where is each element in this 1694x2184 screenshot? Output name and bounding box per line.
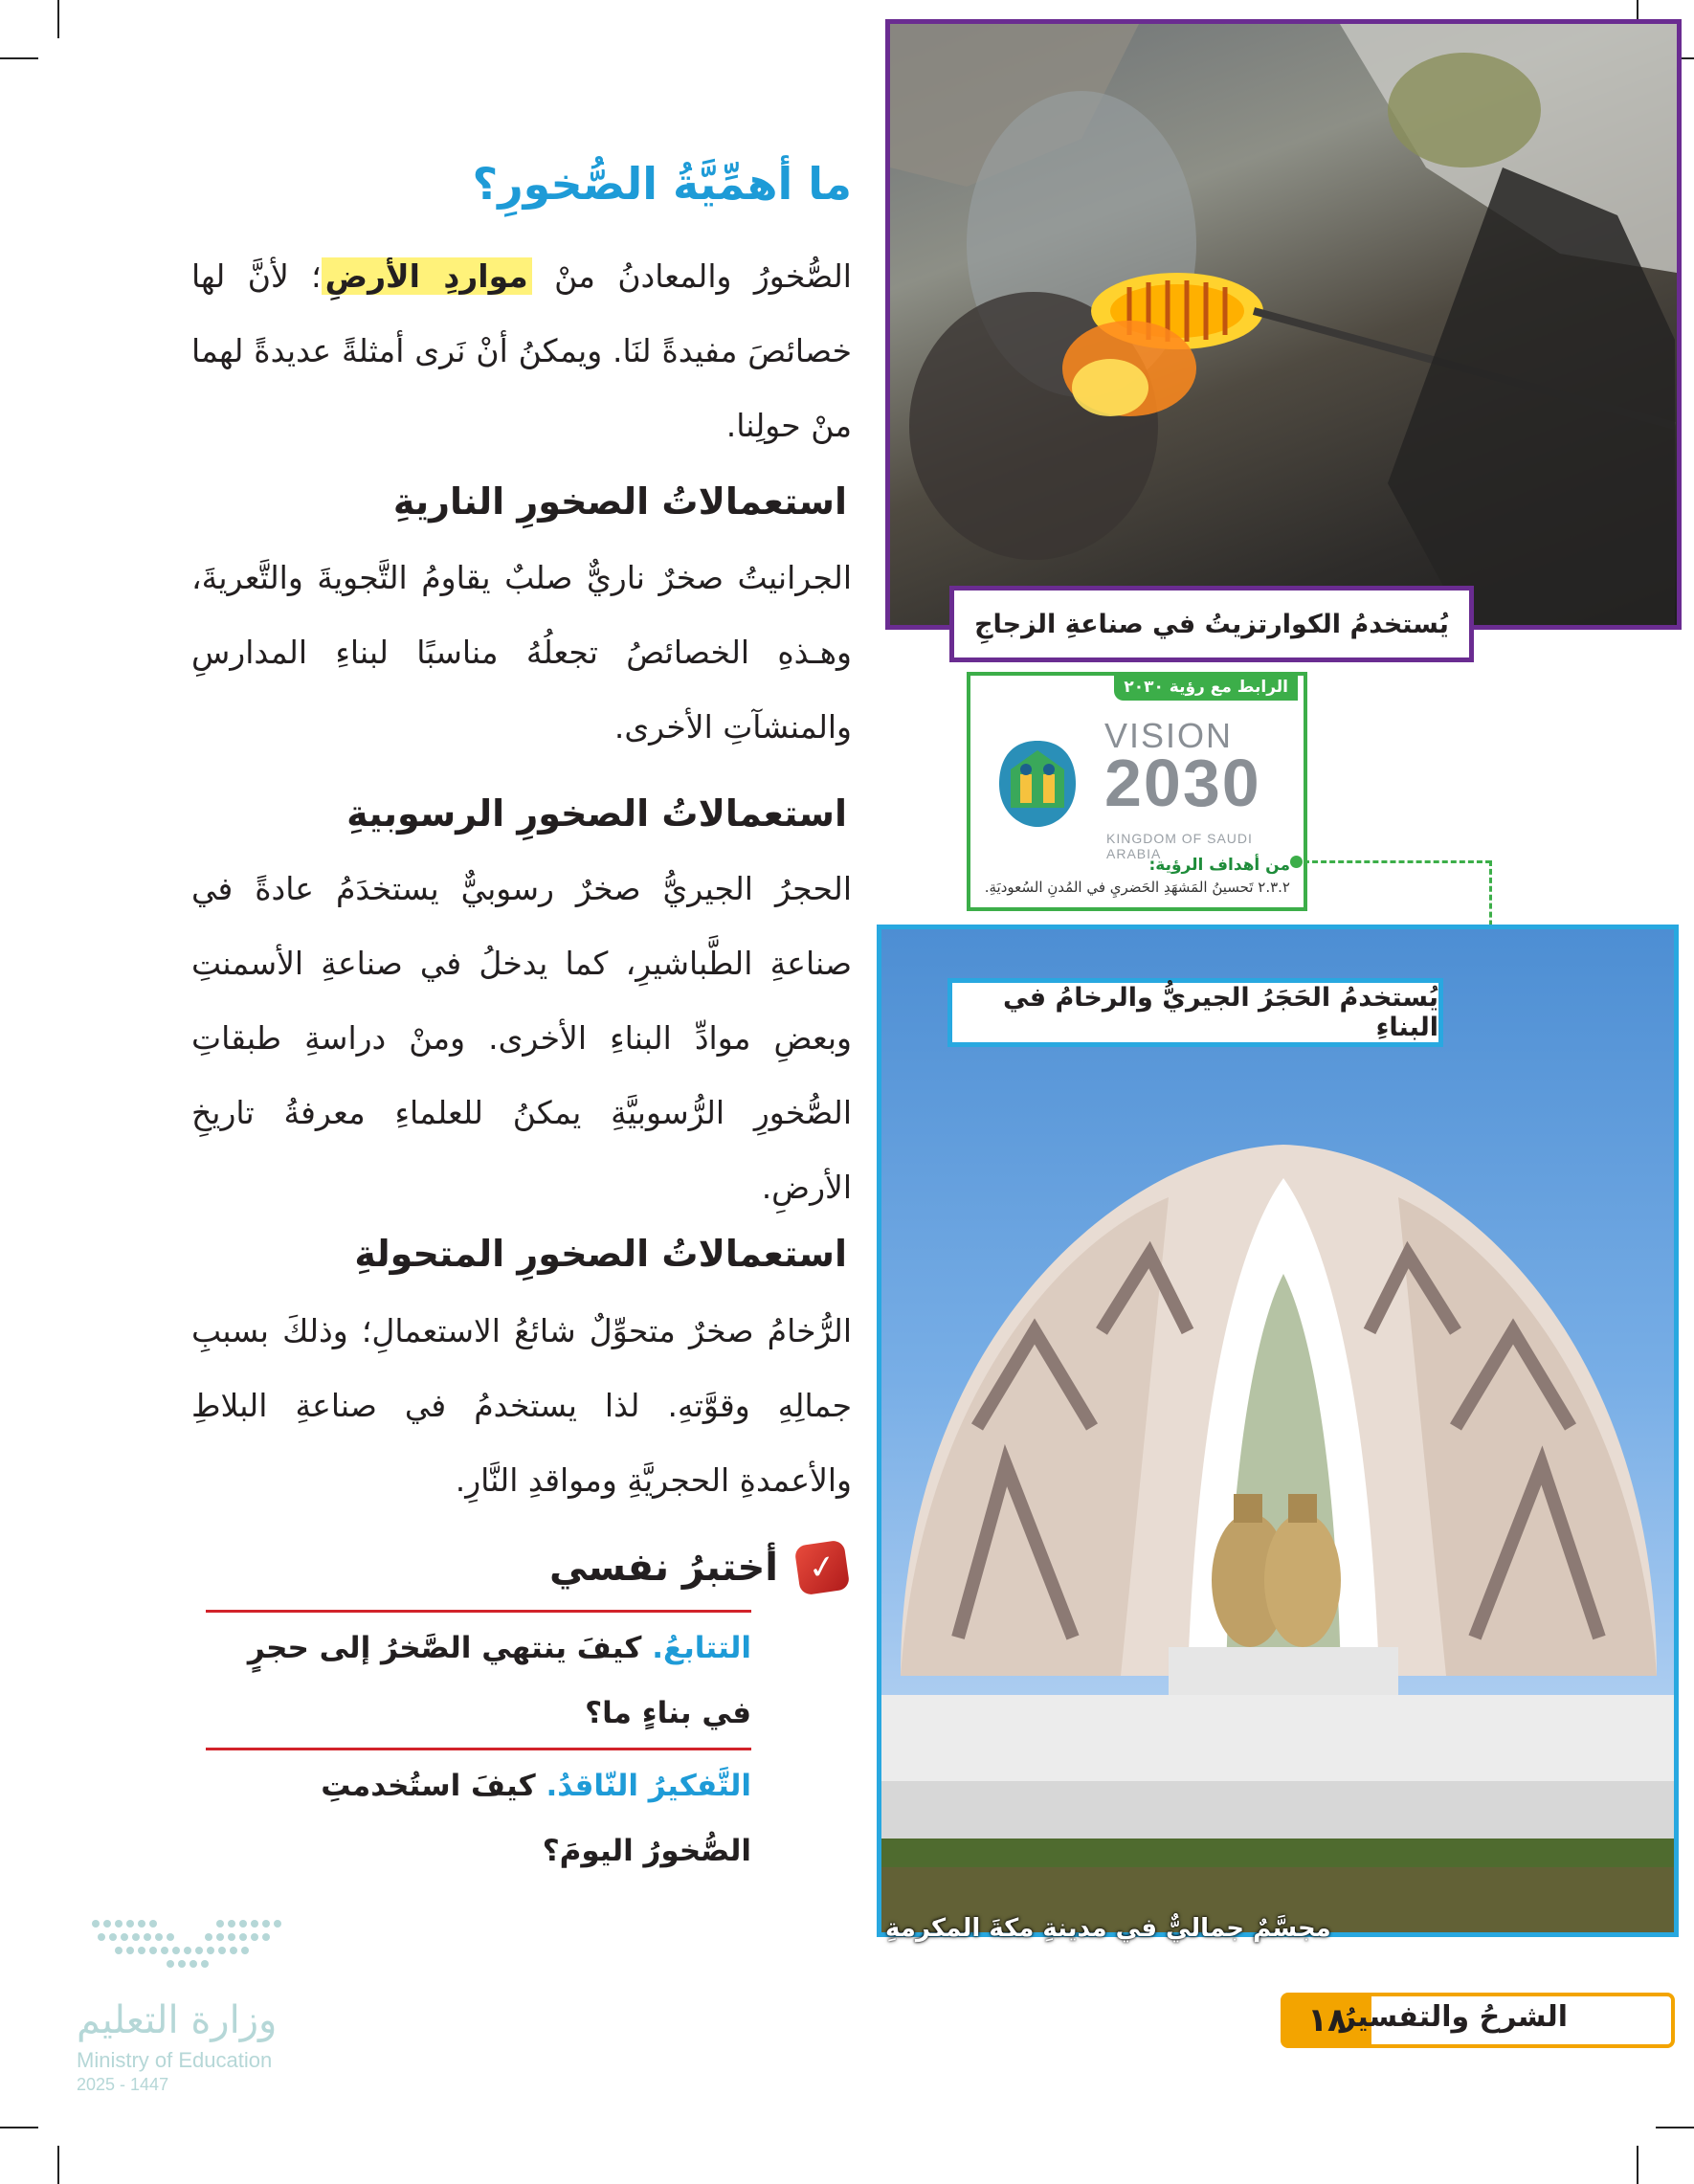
check-mark-icon: ✓ [794, 1540, 851, 1596]
ministry-name-ar: وزارة التعليم [77, 1998, 278, 2042]
section-title-metamorphic: استعمالاتُ الصخورِ المتحولةِ [354, 1233, 847, 1275]
question-2-text: كيفَ استُخدمتِ الصُّخورُ اليومَ؟ [321, 1769, 751, 1868]
crop-mark [0, 2127, 38, 2128]
glassblowing-photo [885, 19, 1682, 630]
footer-section-title: الشرحُ والتفسيرُ [1339, 2000, 1568, 2034]
page-heading: ما أهمِّيَّةُ الصُّخورِ؟ [472, 158, 852, 210]
glassblowing-illustration [890, 24, 1677, 625]
question-1-text: كيفَ ينتهي الصَّخرُ إلى حجرٍ في بناءٍ ما؟ [247, 1631, 751, 1730]
vision-goals-label: من أهداف الرؤية: [1148, 856, 1290, 875]
crop-mark [57, 0, 59, 38]
monument-caption: مجسَّمٌ جماليٌّ في مدينةِ مكةَ المكرمةِ [885, 1914, 1331, 1943]
connector-dot [1290, 856, 1303, 868]
self-check-title: أختبرُ نفسي [549, 1546, 778, 1590]
vision-2030-box [967, 672, 1307, 911]
vision-goal-text: ٢.٣.٢ تَحسينُ المَشهَدِ الحَضريِ في المُدنِ السُعوديَةِ. [984, 879, 1290, 896]
question-2-label: التَّفكيرُ النّاقدُ. [546, 1769, 751, 1803]
monument-photo [877, 925, 1679, 1937]
intro-paragraph [191, 239, 852, 463]
self-check-header [549, 1543, 847, 1593]
section-text-metamorphic: الرُّخامُ صخرٌ متحوِّلٌ شائعُ الاستعمالِ؛ وذلكَ بسببِ جمالِهِ وقوَّتهِ. لذا يستخدمُ في صناعةِ البلاطِ والأعمدةِ الحجريَّةِ ومواقدِ النَّارِ. [191, 1312, 852, 1499]
ministry-year: 2025 - 1447 [77, 2075, 169, 2094]
vision-country: KINGDOM OF SAUDI ARABIA [1106, 831, 1253, 861]
crop-mark [0, 57, 38, 59]
crop-mark [57, 2146, 59, 2184]
urban-landscape-logo-icon [992, 731, 1083, 836]
vision-wordmark: VISION [1104, 716, 1234, 755]
section-title-igneous: استعمالاتُ الصخورِ الناريةِ [392, 480, 847, 523]
question-2 [206, 1753, 751, 1883]
section-title-sedimentary: استعمالاتُ الصخورِ الرسوبيةِ [346, 792, 847, 835]
crop-mark [1637, 2146, 1638, 2184]
section-text-igneous: الجرانيتُ صخرٌ ناريٌّ صلبٌ يقاومُ التَّجويةَ والتَّعريةَ، وهـذهِ الخصائصُ تجعلُهُ مناسبًا لبناءِ المدارسِ والمنشآتِ الأخرى. [191, 559, 852, 746]
question-divider [206, 1610, 751, 1613]
limestone-caption: يُستخدمُ الحَجَرُ الجيريُّ والرخامُ في البناءِ [947, 978, 1443, 1047]
quartzite-caption: يُستخدمُ الكوارتزيتُ في صناعةِ الزجاجِ [949, 586, 1474, 662]
page-number: ١٨ [1283, 1995, 1371, 2045]
question-divider [206, 1748, 751, 1750]
intro-text-start: الصُّخورُ والمعادنُ منْ [531, 257, 852, 295]
section-text-sedimentary: الحجرُ الجيريُّ صخرٌ رسوبيٌّ يستخدَمُ عادةً في صناعةِ الطَّباشيرِ، كما يدخلُ في صناعةِ الأسمنتِ وبعضِ موادِّ البناءِ الأخرى. ومنْ دراسةِ طبقاتِ الصُّخورِ الرُّسوبيَّةِ يمكنُ للعلماءِ معرفةُ تاريخِ الأرضِ. [191, 870, 852, 1206]
ministry-logo-icon [77, 1914, 306, 1991]
crop-mark [1656, 2127, 1694, 2128]
connector-line [1304, 860, 1491, 863]
question-1 [206, 1616, 751, 1746]
vision-year: 2030 [1104, 746, 1261, 820]
vision-tab-label: الرابط مع رؤية ٢٠٣٠ [1114, 674, 1298, 701]
question-1-label: التتابعُ. [652, 1631, 751, 1665]
monument-illustration [881, 929, 1674, 1932]
intro-text-end: ؛ لأنَّ لها خصائصَ مفيدةً لنَا. ويمكنُ أنْ نَرى أمثلةً عديدةً لهما منْ حولِنا. [191, 257, 852, 444]
ministry-name-en: Ministry of Education [77, 2048, 273, 2072]
highlighted-term: مواردِ الأرضِ [322, 257, 532, 295]
